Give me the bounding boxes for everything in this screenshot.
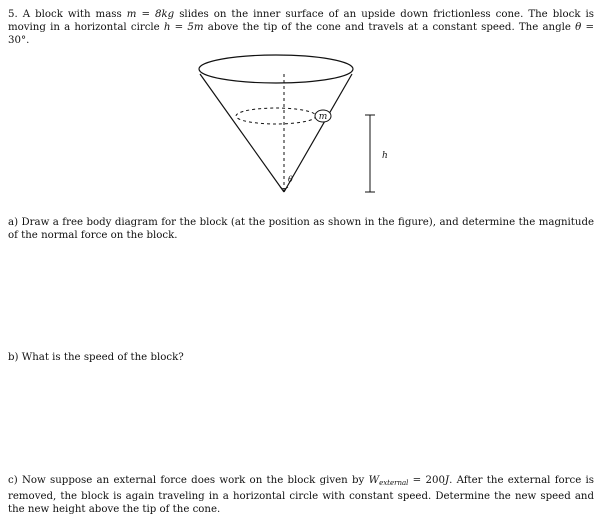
block-label: m xyxy=(318,112,328,122)
work-variable: W xyxy=(368,475,380,486)
cone-right-side xyxy=(284,74,352,192)
block-path-circle xyxy=(236,108,316,124)
height-value: 5m xyxy=(187,22,204,33)
height-label: h xyxy=(382,151,388,161)
part-a-question: a) Draw a free body diagram for the block (at the position as shown in the figure), and determine the magnitude of the normal force on the block. xyxy=(8,217,594,241)
part-c-question: c) Now suppose an external force does work on the block given by $W_{external} = 200J$. After the external force is removed, the block is again traveling in a horizontal circle with constant speed. Determine the new speed and the new height above the tip of the cone. xyxy=(8,475,595,515)
cone-left-side xyxy=(200,74,284,192)
height-variable: h xyxy=(163,22,171,33)
angle-label: θ xyxy=(288,175,293,184)
problem-statement: 5. A block with mass m = 8kg slides on the inner surface of an upside down frictionless cone. The block is moving in a horizontal circle h = 5m above the tip of the cone and travels at a constant speed. The angle θ = 30°. xyxy=(8,9,594,46)
work-subscript: external xyxy=(379,479,409,487)
work-unit: J xyxy=(444,475,450,486)
cone-figure xyxy=(196,50,402,200)
angle-variable: θ xyxy=(575,22,582,33)
problem-number: 5. xyxy=(8,9,18,20)
cone-rim xyxy=(199,55,353,83)
mass-value: 8kg xyxy=(155,9,175,20)
part-b-question: b) What is the speed of the block? xyxy=(8,352,184,363)
angle-value: 30° xyxy=(8,35,27,46)
work-value: 200 xyxy=(425,475,445,486)
mass-variable: m xyxy=(126,9,137,20)
